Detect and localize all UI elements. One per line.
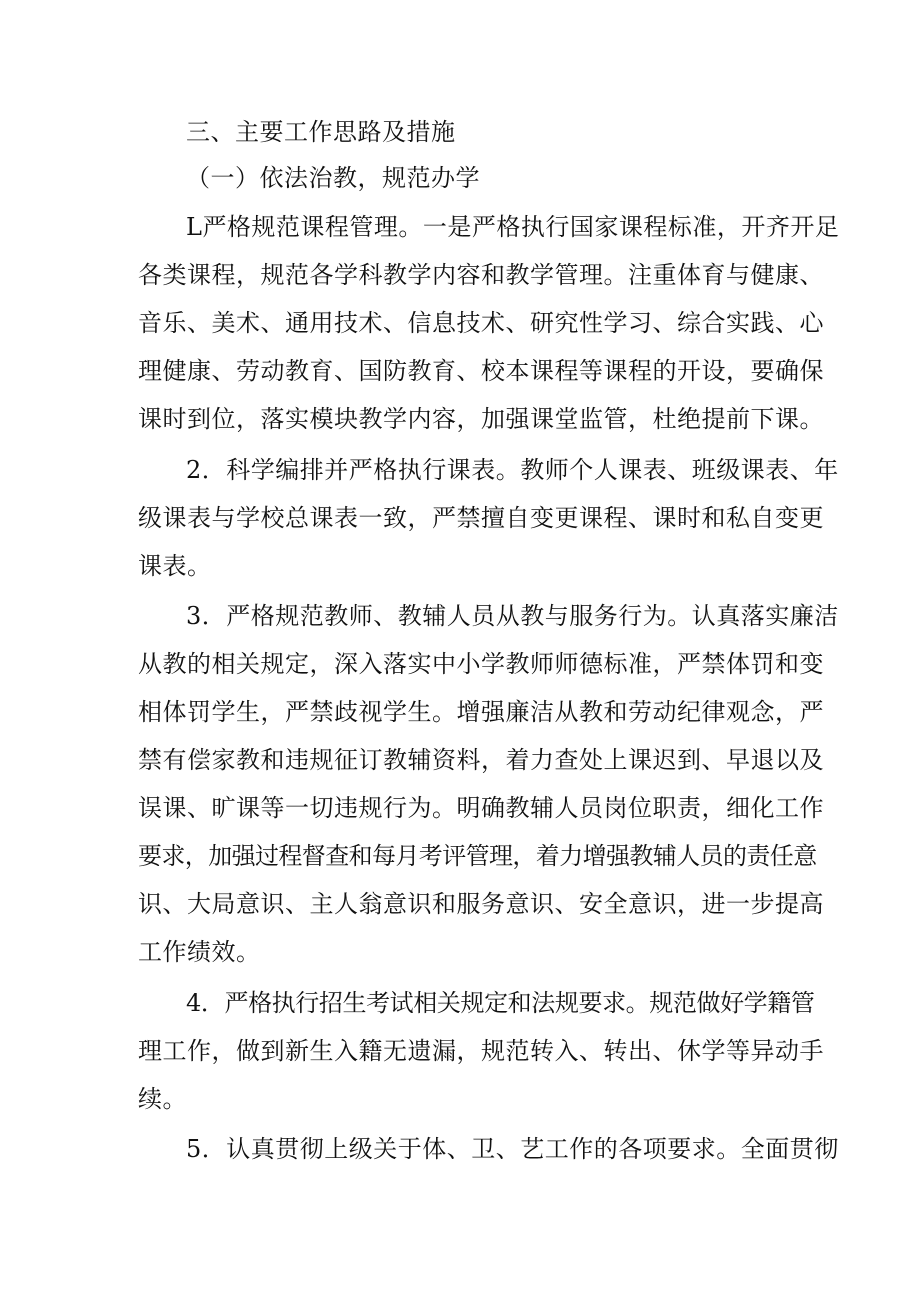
subsection-heading: （一）依法治教，规范办学 [186, 164, 480, 192]
paragraph-line: 各类课程，规范各学科教学内容和教学管理。注重体育与健康、 [138, 261, 824, 289]
paragraph-line: 级课表与学校总课表一致，严禁擅自变更课程、课时和私自变更 [138, 504, 824, 532]
paragraph-line: 课表。 [138, 552, 212, 580]
paragraph-line: 相体罚学生，严禁歧视学生。增强廉洁从教和劳动纪律观念，严 [138, 698, 824, 726]
paragraph-line: 从教的相关规定，深入落实中小学教师师德标准，严禁体罚和变 [138, 650, 824, 678]
paragraph-line: 音乐、美术、通用技术、信息技术、研究性学习、综合实践、心 [138, 309, 824, 337]
paragraph-line: 禁有偿家教和违规征订教辅资料，着力查处上课迟到、早退以及 [138, 746, 824, 774]
paragraph-line: 理工作，做到新生入籍无遗漏，规范转入、转出、休学等异动手 [138, 1037, 824, 1065]
paragraph-line: 课时到位，落实模块教学内容，加强课堂监管，杜绝提前下课。 [138, 405, 824, 433]
paragraph-line: 工作绩效。 [138, 938, 261, 966]
paragraph-line: 识、大局意识、主人翁意识和服务意识、安全意识，进一步提高 [138, 890, 824, 918]
paragraph-line: 2．科学编排并严格执行课表。教师个人课表、班级课表、年 [186, 456, 839, 484]
paragraph-line: 3．严格规范教师、教辅人员从教与服务行为。认真落实廉洁 [186, 602, 839, 630]
paragraph-line: L严格规范课程管理。一是严格执行国家课程标准，开齐开足 [186, 213, 840, 241]
paragraph-line: 要求，加强过程督查和每月考评管理，着力增强教辅人员的责任意 [138, 842, 817, 870]
paragraph-line: 理健康、劳动教育、国防教育、校本课程等课程的开设，要确保 [138, 357, 824, 385]
paragraph-line: 误课、旷课等一切违规行为。明确教辅人员岗位职责，细化工作 [138, 794, 824, 822]
paragraph-line: 4．严格执行招生考试相关规定和法规要求。规范做好学籍管 [186, 989, 815, 1017]
paragraph-line: 续。 [138, 1085, 187, 1113]
paragraph-line: 5．认真贯彻上级关于体、卫、艺工作的各项要求。全面贯彻 [186, 1135, 839, 1163]
section-heading: 三、主要工作思路及措施 [186, 118, 456, 146]
